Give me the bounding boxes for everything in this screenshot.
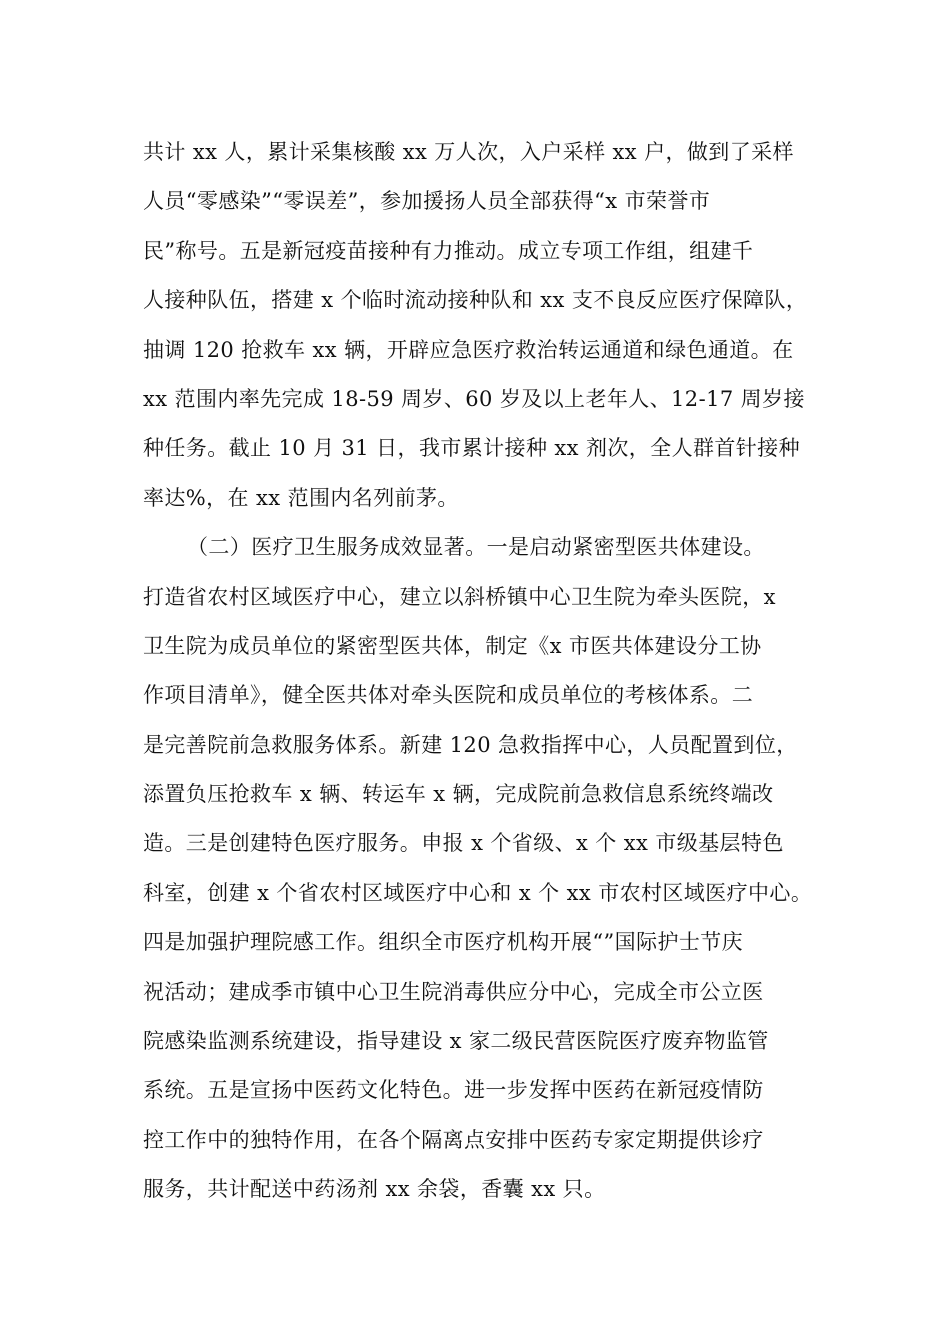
- text-line: 人接种队伍，搭建 x 个临时流动接种队和 xx 支不良反应医疗保障队，: [143, 288, 808, 313]
- text-line: 院感染监测系统建设，指导建设 x 家二级民营医院医疗废弃物监管: [143, 1029, 769, 1054]
- text-line: 率达%，在 xx 范围内名列前茅。: [143, 485, 459, 510]
- text-line: 系统。五是宣扬中医药文化特色。进一步发挥中医药在新冠疫情防: [143, 1078, 764, 1103]
- text-line: 是完善院前急救服务体系。新建 120 急救指挥中心，人员配置到位，: [143, 732, 798, 757]
- text-line: 人员“零感染”“零误差”，参加援扬人员全部获得“x 市荣誉市: [143, 189, 711, 214]
- document-body: [143, 132, 823, 1219]
- text-line: 造。三是创建特色医疗服务。申报 x 个省级、x 个 xx 市级基层特色: [143, 831, 784, 856]
- text-line: 四是加强护理院感工作。组织全市医疗机构开展“”国际护士节庆: [143, 930, 744, 955]
- text-line: 添置负压抢救车 x 辆、转运车 x 辆，完成院前急救信息系统终端改: [143, 782, 774, 807]
- text-line: 服务，共计配送中药汤剂 xx 余袋，香囊 xx 只。: [143, 1177, 606, 1202]
- section-heading-line: （二）医疗卫生服务成效显著。一是启动紧密型医共体建设。: [187, 535, 765, 560]
- text-line: 种任务。截止 10 月 31 日，我市累计接种 xx 剂次，全人群首针接种: [143, 436, 800, 461]
- text-line: 控工作中的独特作用，在各个隔离点安排中医药专家定期提供诊疗: [143, 1127, 764, 1152]
- text-line: 卫生院为成员单位的紧密型医共体，制定《x 市医共体建设分工协: [143, 633, 762, 658]
- text-line: 打造省农村区域医疗中心，建立以斜桥镇中心卫生院为牵头医院，x: [143, 584, 776, 609]
- text-line: 抽调 120 抢救车 xx 辆，开辟应急医疗救治转运通道和绿色通道。在: [143, 337, 794, 362]
- text-line: 祝活动；建成季市镇中心卫生院消毒供应分中心，完成全市公立医: [143, 979, 764, 1004]
- text-line: 共计 xx 人，累计采集核酸 xx 万人次，入户采样 xx 户，做到了采样: [143, 140, 794, 164]
- text-line: xx 范围内率先完成 18-59 周岁、60 岁及以上老年人、12-17 周岁接: [143, 386, 805, 411]
- text-line: 民”称号。五是新冠疫苗接种有力推动。成立专项工作组，组建千: [143, 238, 754, 263]
- text-line: 作项目清单》，健全医共体对牵头医院和成员单位的考核体系。二: [143, 683, 754, 708]
- text-line: 科室，创建 x 个省农村区域医疗中心和 x 个 xx 市农村区域医疗中心。: [143, 880, 813, 905]
